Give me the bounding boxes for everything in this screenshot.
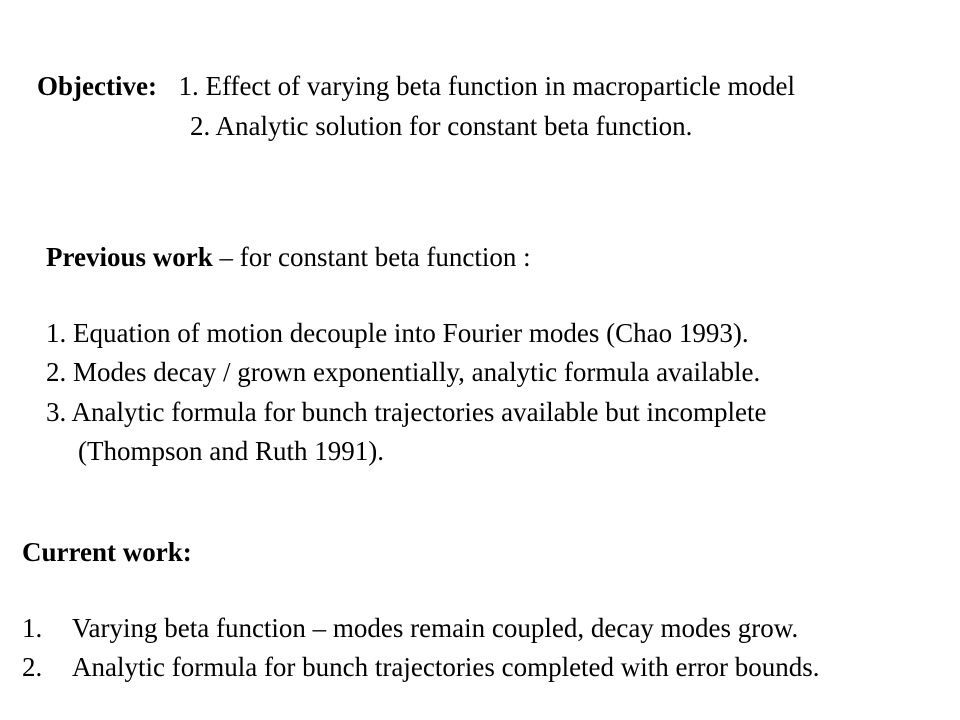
previous-work-label: Previous work (46, 242, 213, 272)
previous-work-heading (46, 241, 531, 273)
previous-work-heading-rest: – for constant beta function : (212, 242, 531, 272)
objective-item-1: 1. Effect of varying beta function in macroparticle model (178, 71, 795, 101)
objective-item-2: 2. Analytic solution for constant beta function. (190, 111, 693, 141)
current-work-item-1-number: 1. (22, 613, 43, 643)
objective-line-2 (190, 110, 692, 142)
previous-work-item-3-continued: (Thompson and Ruth 1991). (78, 436, 384, 466)
current-work-label: Current work: (22, 537, 192, 567)
current-work-item-2-text: Analytic formula for bunch trajectories completed with error bounds. (72, 652, 820, 682)
objective-line-1 (37, 70, 795, 102)
previous-work-item-1: 1. Equation of motion decouple into Fourier modes (Chao 1993). (46, 318, 749, 348)
objective-label: Objective: (37, 71, 157, 101)
current-work-item-2 (22, 651, 820, 683)
current-work-item-1 (22, 612, 798, 644)
current-work-item-2-number: 2. (22, 652, 43, 682)
current-work-item-1-text: Varying beta function – modes remain coupled, decay modes grow. (72, 613, 799, 643)
previous-work-item-2: 2. Modes decay / grown exponentially, analytic formula available. (46, 357, 761, 387)
previous-work-item-3: 3. Analytic formula for bunch trajectories available but incomplete (46, 397, 767, 427)
